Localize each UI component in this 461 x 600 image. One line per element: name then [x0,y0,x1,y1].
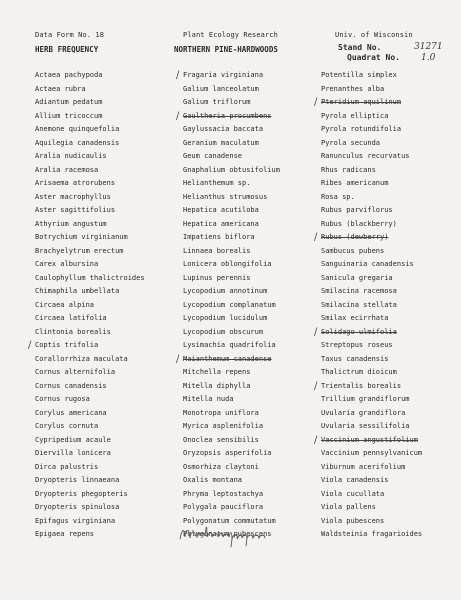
species-row [183,488,280,502]
species-row [321,191,422,205]
check-mark-icon: / [28,340,32,351]
species-name: Gaultheria procumbens [183,111,272,120]
species-name: Galium triflorum [183,98,251,106]
species-row [321,528,422,542]
species-name: Epigaea repens [35,530,95,538]
species-row [183,326,280,340]
species-name: Mitella nuda [183,395,234,403]
species-name: Lycopodium annotinum [183,287,268,295]
species-row [321,299,422,313]
species-name: Sambucus pubens [321,246,385,255]
quadrat-number-handwritten: 1.0 [421,53,436,63]
species-row [35,110,145,124]
species-row [35,501,145,515]
species-name: Sanicula gregaria [321,273,393,282]
species-name: Lycopodium complanatum [183,300,276,309]
species-name: Rosa sp. [321,192,355,201]
species-name: Viburnum acerifolium [321,462,406,471]
check-mark-icon: / [314,434,318,446]
species-name: Dryopteris spinulosa [35,503,120,511]
species-name: Corylus americana [35,408,107,417]
species-name: Hepatica acutiloba [183,206,259,214]
species-name: Allium tricoccum [35,111,103,120]
species-row [314,231,422,245]
species-row [321,69,422,83]
species-row [35,515,145,529]
stand-number-handwritten: 31271 [414,42,443,52]
species-row [35,272,145,286]
species-name: Chimaphila umbellata [35,287,120,295]
species-row [183,164,280,178]
species-row [183,258,280,272]
species-name: Maianthemum canadense [183,354,272,363]
species-row [183,123,280,137]
species-row [35,353,145,367]
species-name: Oryzopsis asperifolia [183,449,272,457]
species-row [35,326,145,340]
species-row [321,312,422,326]
species-name: Vaccinium pennsylvanicum [321,449,423,457]
species-name: Actaea rubra [35,84,86,93]
species-row [321,218,422,232]
species-name: Rhus radicans [321,165,376,174]
species-row [35,393,145,407]
species-name: Anemone quinquefolia [35,125,120,133]
organization-name: Plant Ecology Research [183,31,278,39]
check-mark-icon: / [176,110,180,122]
species-name: Caulophyllum thalictroides [35,273,145,282]
species-row [183,312,280,326]
species-name: Actaea pachypoda [35,71,103,79]
species-name: Smilacina racemosa [321,287,397,295]
species-name: Pyrola secunda [321,138,381,147]
species-name: Osmorhiza claytoni [183,462,259,471]
species-name: Linnaea borealis [183,246,251,255]
species-row [183,177,280,191]
species-row [28,339,145,353]
species-row [321,339,422,353]
species-row [183,299,280,313]
species-row [321,420,422,434]
species-name: Botrychium virginianum [35,233,128,241]
species-name: Coptis trifolia [35,341,99,349]
species-row [35,285,145,299]
species-name: Ranunculus recurvatus [321,152,410,160]
check-mark-icon: / [314,326,318,338]
species-name: Rubus (blackberry) [321,219,397,228]
species-name: Polygonatum pubescens [183,530,272,538]
species-row [35,137,145,151]
species-name: Rubus (dewberry) [321,233,389,241]
species-row [321,204,422,218]
species-name: Carex albursina [35,260,99,268]
check-mark-icon: / [314,232,318,243]
species-name: Corylus cornuta [35,422,99,430]
species-name: Helianthus strumosus [183,192,268,201]
species-row [176,110,280,124]
species-name: Cypripedium acaule [35,435,111,444]
species-name: Smilacina stellata [321,300,397,309]
species-row [183,218,280,232]
species-name: Impatiens biflora [183,233,255,241]
species-name: Epifagus virginiana [35,516,116,525]
species-name: Aralia nudicaulis [35,152,107,160]
species-name: Brachyelytrum erectum [35,246,124,255]
species-row [35,150,145,164]
species-row [183,285,280,299]
species-column-1 [28,69,145,542]
species-name: Myrica asplenifolia [183,422,264,430]
species-row [321,258,422,272]
species-row [321,123,422,137]
species-row [35,218,145,232]
species-row [183,150,280,164]
species-row [183,83,280,97]
species-name: Trientalis borealis [321,381,402,390]
species-row [321,177,422,191]
species-row [35,83,145,97]
species-row [321,474,422,488]
species-row [321,447,422,461]
species-row [321,285,422,299]
species-name: Gnaphalium obtusifolium [183,165,280,174]
species-row [35,488,145,502]
species-name: Lycopodium obscurum [183,327,264,336]
species-name: Ribes americanum [321,179,389,187]
species-row [314,380,422,394]
species-name: Waldsteinia fragarioides [321,530,423,538]
species-name: Rubus parviflorus [321,206,393,214]
species-row [35,245,145,259]
species-row [183,96,280,110]
species-name: Dryopteris phegopteris [35,489,128,498]
species-row [183,366,280,380]
species-name: Sanguinaria canadensis [321,260,414,268]
species-row [183,204,280,218]
species-row [314,434,422,448]
species-name: Dryopteris linnaeana [35,476,120,484]
species-row [321,461,422,475]
species-name: Geranium maculatum [183,138,259,147]
species-name: Potentilla simplex [321,71,397,79]
species-name: Prenanthes alba [321,84,385,93]
species-name: Pyrola elliptica [321,111,389,120]
species-name: Fragaria virginiana [183,71,264,79]
species-name: Galium lanceolatum [183,84,259,93]
species-name: Polygonatum commutatum [183,516,276,525]
species-name: Diervilla lonicera [35,449,111,457]
species-name: Mitchella repens [183,368,251,376]
check-mark-icon: / [314,97,318,108]
species-row [183,245,280,259]
species-column-3 [314,69,423,542]
species-name: Lysimachia quadrifolia [183,341,276,349]
species-row [35,123,145,137]
species-name: Viola pallens [321,503,376,511]
form-title: HERB FREQUENCY [35,45,99,54]
species-name: Cornus rugosa [35,395,90,403]
species-row [321,407,422,421]
species-row [183,501,280,515]
species-name: Uvularia grandiflora [321,408,406,417]
community-title: NORTHERN PINE-HARDWOODS [174,45,278,54]
species-name: Hepatica americana [183,219,259,228]
species-name: Polygala pauciflora [183,503,264,511]
species-name: Gaylussacia baccata [183,125,264,133]
species-name: Lupinus perennis [183,273,251,282]
species-row [321,393,422,407]
species-name: Aster sagittifolius [35,206,116,214]
species-name: Clintonia borealis [35,327,111,336]
species-row [183,339,280,353]
species-row [176,353,280,367]
species-row [35,528,145,542]
species-row [321,150,422,164]
species-name: Smilax ecirrhata [321,314,389,322]
species-row [35,258,145,272]
species-name: Lonicera oblongifolia [183,260,272,268]
species-name: Vaccinium angustifolium [321,435,418,444]
species-name: Aquilegia canadensis [35,138,120,147]
species-row [35,177,145,191]
species-row [321,272,422,286]
species-name: Dirca palustris [35,462,99,471]
species-row [321,366,422,380]
species-row [183,393,280,407]
species-row [183,461,280,475]
handwritten-annotation [178,517,288,549]
species-name: Cornus alternifolia [35,368,116,376]
species-row [321,245,422,259]
species-row [321,488,422,502]
species-row [183,447,280,461]
species-name: Aster macrophyllus [35,192,111,201]
species-name: Monotropa uniflora [183,408,259,417]
species-row [35,380,145,394]
quadrat-label: Quadrat No. [347,53,400,62]
species-row [35,231,145,245]
species-name: Viola canadensis [321,476,389,484]
species-row [35,299,145,313]
species-name: Mitella diphylla [183,381,251,390]
species-name: Lycopodium lucidulum [183,314,268,322]
species-name: Corallorrhiza maculata [35,354,128,363]
species-row [183,231,280,245]
species-row [183,272,280,286]
species-row [321,515,422,529]
species-name: Uvularia sessilifolia [321,422,410,430]
species-row [183,407,280,421]
species-name: Taxus canadensis [321,354,389,363]
species-row [35,312,145,326]
species-name: Trillium grandiflorum [321,395,410,403]
species-row [35,96,145,110]
species-name: Pyrola rotundifolia [321,125,402,133]
institution-name: Univ. of Wisconsin [335,31,413,39]
species-row [35,366,145,380]
species-row [183,380,280,394]
stand-label: Stand No. [338,43,382,52]
species-name: Oxalis montana [183,476,243,484]
species-row [314,96,422,110]
species-row [314,326,422,340]
species-name: Streptopus roseus [321,341,393,349]
species-name: Athyrium angustum [35,219,107,228]
species-row [183,191,280,205]
form-number: Data Form No. 18 [35,31,105,39]
species-name: Aralia racemosa [35,165,99,174]
species-name: Adiantum pedatum [35,98,103,106]
species-row [321,501,422,515]
species-row [35,420,145,434]
species-row [35,461,145,475]
species-row [35,204,145,218]
species-row [183,137,280,151]
species-row [183,474,280,488]
species-name: Cornus canadensis [35,381,107,390]
species-name: Thalictrum dioicum [321,368,397,376]
species-name: Circaea latifolia [35,314,107,322]
species-row [35,474,145,488]
species-row [321,137,422,151]
species-name: Onoclea sensibilis [183,435,259,444]
check-mark-icon: / [176,353,180,365]
species-row [321,83,422,97]
species-name: Viola pubescens [321,516,385,525]
species-row [176,69,280,83]
species-row [183,434,280,448]
species-row [321,164,422,178]
species-row [35,191,145,205]
species-column-2 [176,69,280,542]
species-row [35,407,145,421]
species-name: Arisaema atrorubens [35,179,116,187]
species-name: Phryma leptostachya [183,489,264,498]
species-row [35,69,145,83]
species-row [183,420,280,434]
species-name: Viola cucullata [321,489,385,498]
species-row [321,353,422,367]
species-name: Geum canadense [183,152,243,160]
species-name: Solidago ulmifolia [321,327,397,336]
species-row [35,164,145,178]
species-name: Helianthemum sp. [183,179,251,187]
species-name: Circaea alpina [35,300,95,309]
check-mark-icon: / [176,70,180,81]
check-mark-icon: / [314,380,318,392]
species-name: Pteridium aquilinum [321,98,402,106]
species-row [35,447,145,461]
species-row [321,110,422,124]
species-row [35,434,145,448]
